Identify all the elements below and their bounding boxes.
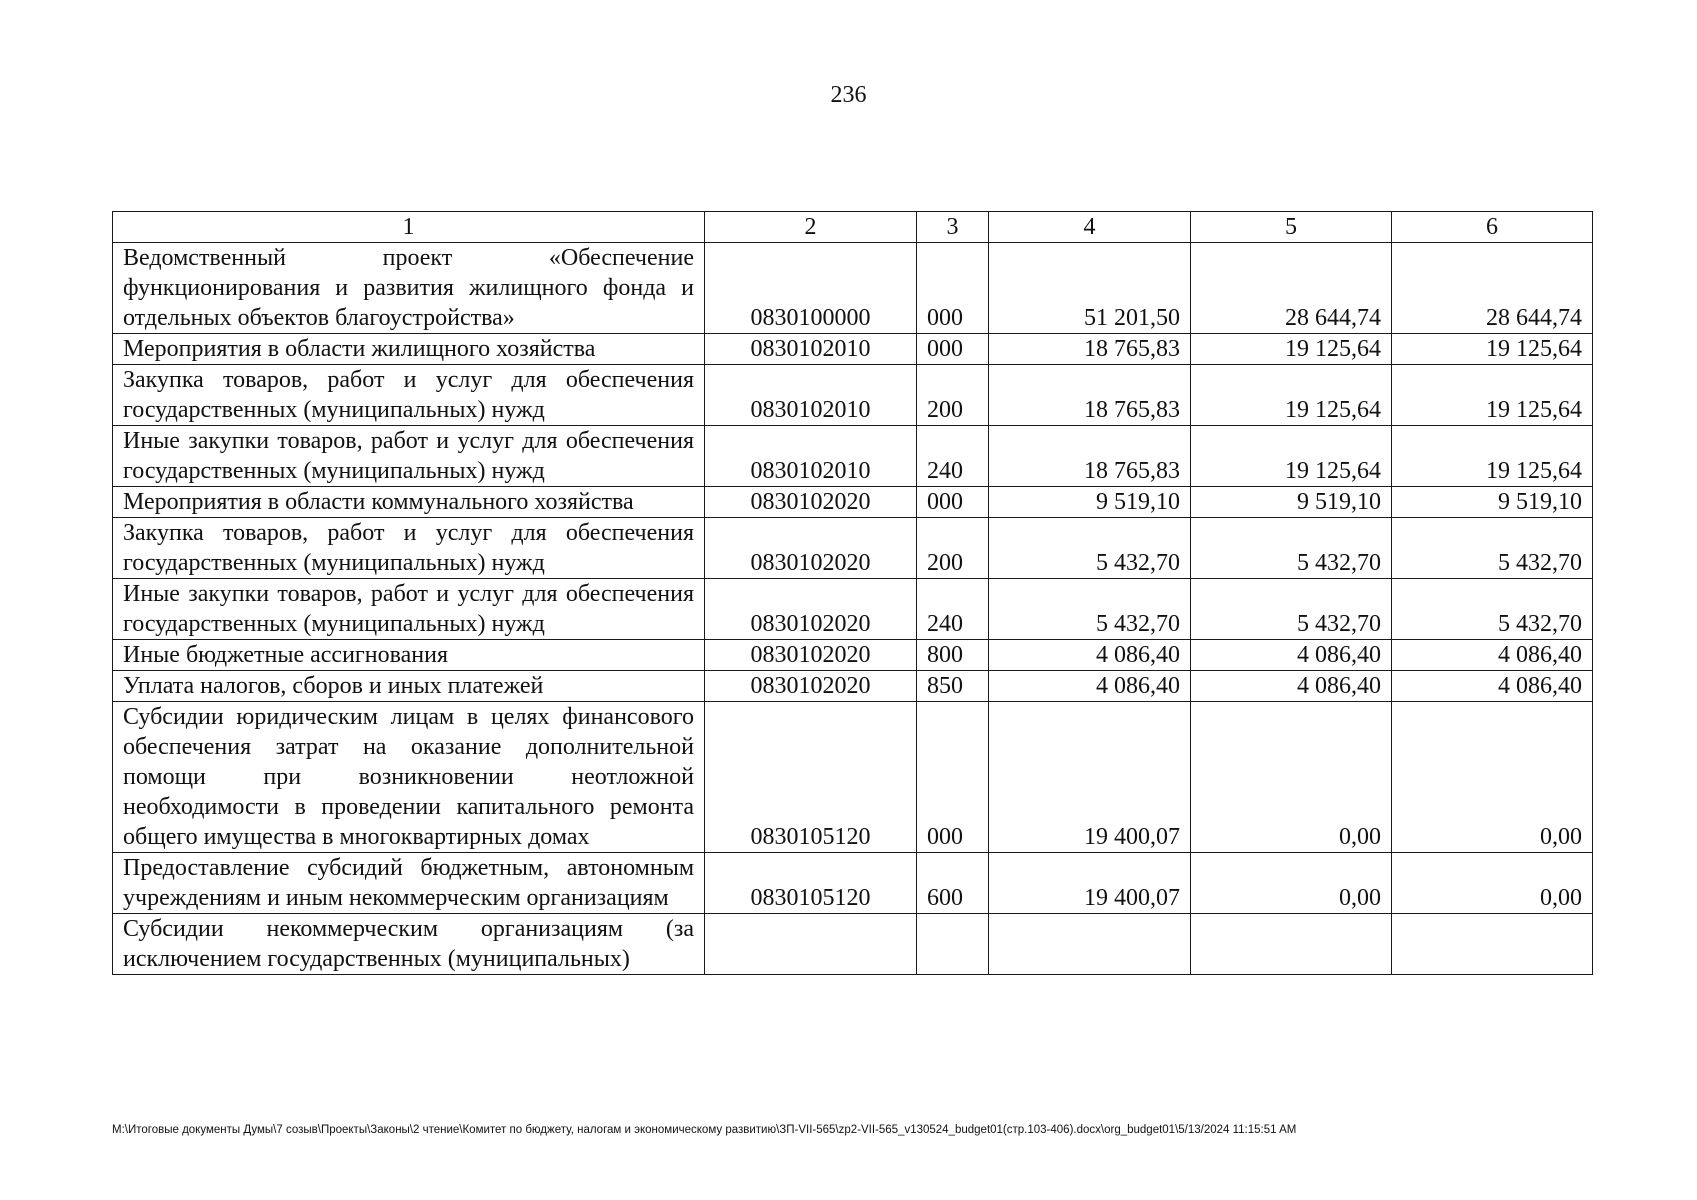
table-row xyxy=(113,334,1593,365)
row-code: 0830102010 xyxy=(705,334,917,365)
row-value-col4: 9 519,10 xyxy=(989,487,1191,518)
row-code: 0830102020 xyxy=(705,579,917,640)
row-value-col4: 19 400,07 xyxy=(989,702,1191,853)
row-name: Иные закупки товаров, работ и услуг для обеспечения государственных (муниципальных) нужд xyxy=(113,426,705,487)
row-name: Уплата налогов, сборов и иных платежей xyxy=(113,671,705,702)
row-expense-type: 240 xyxy=(917,426,989,487)
row-name: Предоставление субсидий бюджетным, автономным учреждениям и иным некоммерческим организациям xyxy=(113,853,705,914)
row-code xyxy=(705,914,917,975)
row-value-col5: 0,00 xyxy=(1191,853,1392,914)
row-value-col6: 19 125,64 xyxy=(1392,426,1593,487)
row-name: Закупка товаров, работ и услуг для обеспечения государственных (муниципальных) нужд xyxy=(113,518,705,579)
row-code: 0830105120 xyxy=(705,853,917,914)
table-row xyxy=(113,914,1593,975)
table-row xyxy=(113,702,1593,853)
row-code: 0830102010 xyxy=(705,365,917,426)
table-row xyxy=(113,518,1593,579)
column-header-1: 1 xyxy=(113,212,705,243)
row-code: 0830102020 xyxy=(705,671,917,702)
row-expense-type: 850 xyxy=(917,671,989,702)
column-header-2: 2 xyxy=(705,212,917,243)
row-value-col5: 4 086,40 xyxy=(1191,671,1392,702)
row-value-col6: 19 125,64 xyxy=(1392,334,1593,365)
row-name: Иные бюджетные ассигнования xyxy=(113,640,705,671)
row-expense-type: 200 xyxy=(917,518,989,579)
row-value-col6: 19 125,64 xyxy=(1392,365,1593,426)
row-code: 0830100000 xyxy=(705,243,917,334)
row-name: Мероприятия в области жилищного хозяйства xyxy=(113,334,705,365)
row-value-col6: 0,00 xyxy=(1392,702,1593,853)
row-value-col4: 5 432,70 xyxy=(989,518,1191,579)
table-row xyxy=(113,579,1593,640)
row-expense-type: 600 xyxy=(917,853,989,914)
row-name: Мероприятия в области коммунального хозяйства xyxy=(113,487,705,518)
row-value-col5: 19 125,64 xyxy=(1191,365,1392,426)
row-value-col5: 5 432,70 xyxy=(1191,518,1392,579)
row-value-col4 xyxy=(989,914,1191,975)
row-expense-type: 000 xyxy=(917,334,989,365)
column-header-4: 4 xyxy=(989,212,1191,243)
row-name: Закупка товаров, работ и услуг для обеспечения государственных (муниципальных) нужд xyxy=(113,365,705,426)
document-path-footer: M:\Итоговые документы Думы\7 созыв\Проекты\Законы\2 чтение\Комитет по бюджету, налогам и экономическому развитию\ЗП-VII-565\zp2-VII-565_v130524_budget01(стр.103-406).docx\org_budget01\5/13/2024 11:15:51 AM xyxy=(112,1124,1297,1136)
row-value-col5: 0,00 xyxy=(1191,702,1392,853)
row-expense-type: 200 xyxy=(917,365,989,426)
row-value-col6: 9 519,10 xyxy=(1392,487,1593,518)
row-expense-type: 800 xyxy=(917,640,989,671)
table-row xyxy=(113,853,1593,914)
row-value-col5: 19 125,64 xyxy=(1191,426,1392,487)
row-expense-type: 000 xyxy=(917,487,989,518)
row-value-col4: 4 086,40 xyxy=(989,671,1191,702)
column-header-6: 6 xyxy=(1392,212,1593,243)
page-number: 236 xyxy=(830,82,867,108)
row-value-col5: 19 125,64 xyxy=(1191,334,1392,365)
row-value-col4: 19 400,07 xyxy=(989,853,1191,914)
row-value-col4: 4 086,40 xyxy=(989,640,1191,671)
row-value-col6: 5 432,70 xyxy=(1392,579,1593,640)
table-row xyxy=(113,487,1593,518)
row-code: 0830102010 xyxy=(705,426,917,487)
row-value-col5: 4 086,40 xyxy=(1191,640,1392,671)
row-expense-type: 000 xyxy=(917,243,989,334)
table-row xyxy=(113,243,1593,334)
row-value-col4: 18 765,83 xyxy=(989,334,1191,365)
row-code: 0830102020 xyxy=(705,640,917,671)
row-name: Субсидии некоммерческим организациям (за исключением государственных (муниципальных) xyxy=(113,914,705,975)
row-name: Иные закупки товаров, работ и услуг для обеспечения государственных (муниципальных) нужд xyxy=(113,579,705,640)
row-value-col6: 4 086,40 xyxy=(1392,671,1593,702)
table-row xyxy=(113,640,1593,671)
row-name: Ведомственный проект «Обеспечение функционирования и развития жилищного фонда и отдельных объектов благоустройства» xyxy=(113,243,705,334)
row-value-col4: 5 432,70 xyxy=(989,579,1191,640)
row-value-col4: 18 765,83 xyxy=(989,365,1191,426)
table-row xyxy=(113,365,1593,426)
table-header-row xyxy=(113,212,1593,243)
table-row xyxy=(113,426,1593,487)
budget-table xyxy=(112,211,1593,975)
row-value-col6: 28 644,74 xyxy=(1392,243,1593,334)
column-header-5: 5 xyxy=(1191,212,1392,243)
row-value-col5: 5 432,70 xyxy=(1191,579,1392,640)
row-expense-type: 000 xyxy=(917,702,989,853)
row-code: 0830102020 xyxy=(705,487,917,518)
row-value-col5 xyxy=(1191,914,1392,975)
table-row xyxy=(113,671,1593,702)
row-value-col6: 4 086,40 xyxy=(1392,640,1593,671)
row-expense-type xyxy=(917,914,989,975)
row-expense-type: 240 xyxy=(917,579,989,640)
row-value-col5: 28 644,74 xyxy=(1191,243,1392,334)
row-name: Субсидии юридическим лицам в целях финансового обеспечения затрат на оказание дополнительной помощи при возникновении неотложной необходимости в проведении капитального ремонта общего имущества в многоквартирных домах xyxy=(113,702,705,853)
row-value-col6: 0,00 xyxy=(1392,853,1593,914)
row-value-col6 xyxy=(1392,914,1593,975)
row-value-col4: 51 201,50 xyxy=(989,243,1191,334)
row-value-col5: 9 519,10 xyxy=(1191,487,1392,518)
column-header-3: 3 xyxy=(917,212,989,243)
row-code: 0830105120 xyxy=(705,702,917,853)
row-value-col6: 5 432,70 xyxy=(1392,518,1593,579)
row-value-col4: 18 765,83 xyxy=(989,426,1191,487)
row-code: 0830102020 xyxy=(705,518,917,579)
